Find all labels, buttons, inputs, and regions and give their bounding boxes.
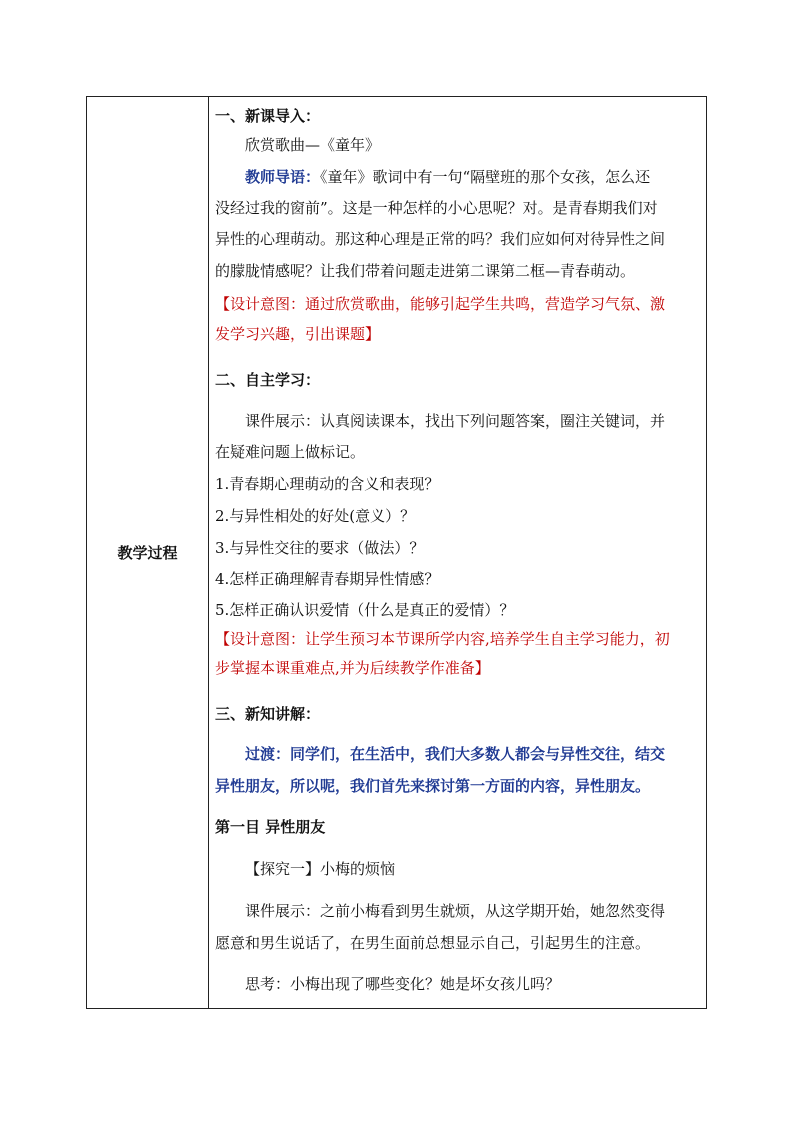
design-intent-2-line-1: 【设计意图：让学生预习本节课所学内容,培养学生自主学习能力，初	[215, 630, 670, 648]
case-line-1: 课件展示：之前小梅看到男生就烦，从这学期开始，她忽然变得	[245, 902, 666, 920]
question-item: 5.怎样正确认识爱情（什么是真正的爱情）？	[215, 601, 515, 619]
teacher-intro-line-4: 的朦胧情感呢？让我们带着问题走进第二课第二框—青春萌动。	[215, 262, 636, 280]
self-study-line-2: 在疑难问题上做标记。	[215, 443, 366, 461]
section3-heading: 三、新知讲解：	[215, 705, 321, 723]
design-intent-1-line-2: 发学习兴趣，引出课题】	[215, 325, 381, 343]
lesson-plan-table	[86, 96, 707, 1009]
song-line: 欣赏歌曲—《童年》	[245, 136, 381, 154]
design-intent-2-line-2: 步掌握本课重难点,并为后续教学作准备】	[215, 659, 490, 677]
teacher-label: 教师导语：	[245, 168, 321, 186]
transition-line-2: 异性朋友，所以呢，我们首先来探讨第一方面的内容，异性朋友。	[215, 777, 651, 795]
case-line-2: 愿意和男生说话了，在男生面前总想显示自己，引起男生的注意。	[215, 934, 651, 952]
question-item: 4.怎样正确理解青春期异性情感？	[215, 570, 440, 588]
think-question: 思考：小梅出现了哪些变化？她是坏女孩儿吗？	[245, 975, 561, 993]
transition-line-1: 过渡：同学们，在生活中，我们大多数人都会与异性交往，结交	[245, 745, 666, 763]
question-item: 1.青春期心理萌动的含义和表现？	[215, 475, 440, 493]
row-label-cell	[87, 97, 208, 1008]
self-study-line-1: 课件展示：认真阅读课本，找出下列问题答案，圈注关键词，并	[245, 412, 666, 430]
row-label: 教学过程	[117, 544, 178, 562]
teacher-intro-line-2: 没经过我的窗前”。这是一种怎样的小心思呢？对。是青春期我们对	[215, 199, 658, 217]
design-intent-1-line-1: 【设计意图：通过欣赏歌曲，能够引起学生共鸣，营造学习气氛、激	[215, 295, 666, 313]
explore-title: 【探究一】小梅的烦恼	[245, 860, 396, 878]
teacher-intro-line-3: 异性的心理萌动。那这种心理是正常的吗？我们应如何对待异性之间	[215, 230, 666, 248]
question-item: 2.与异性相处的好处(意义）？	[215, 507, 416, 525]
teacher-intro-line-1	[245, 166, 650, 187]
teacher-text-1: 《童年》歌词中有一句“隔壁班的那个女孩，怎么还	[320, 168, 651, 186]
section1-heading: 一、新课导入：	[215, 107, 321, 125]
question-item: 3.与异性交往的要求（做法）？	[215, 539, 425, 557]
section2-heading: 二、自主学习：	[215, 371, 321, 389]
sub-heading: 第一目 异性朋友	[215, 818, 326, 836]
column-divider	[208, 97, 209, 1008]
